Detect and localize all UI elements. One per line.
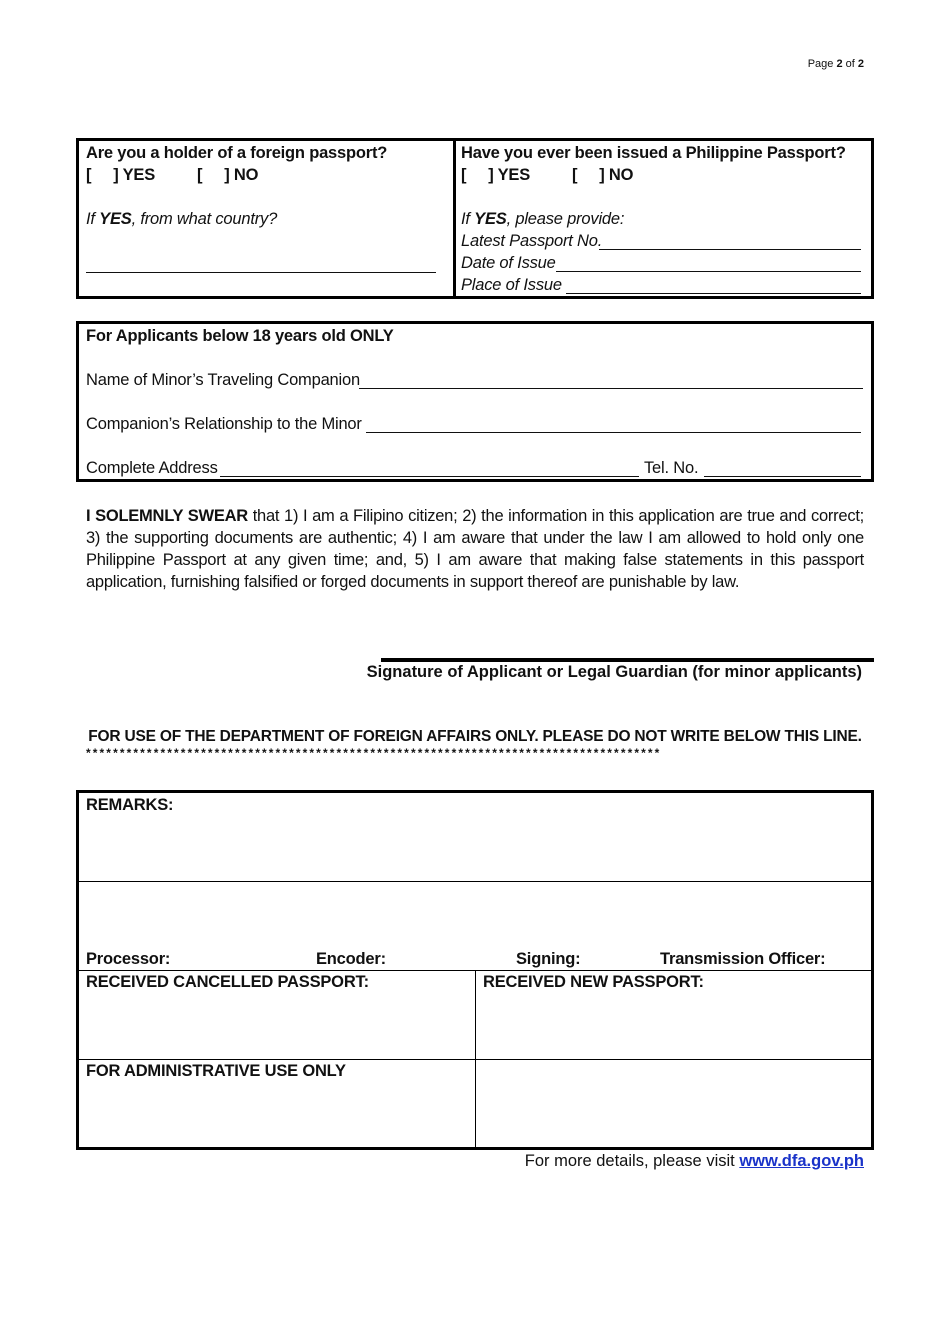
foreign-country-prompt	[86, 210, 277, 229]
if-suffix: , from what country?	[131, 210, 278, 228]
oath-statement	[86, 505, 864, 593]
foreign-passport-no-checkbox[interactable]: [ ] NO	[197, 166, 259, 184]
signing-label: Signing:	[516, 950, 581, 968]
companion-name-field[interactable]	[359, 388, 863, 389]
dfa-notice: FOR USE OF THE DEPARTMENT OF FOREIGN AFFAIRS ONLY. PLEASE DO NOT WRITE BELOW THIS LINE.	[88, 728, 862, 745]
page-current: 2	[836, 58, 843, 70]
remarks-label: REMARKS:	[86, 796, 174, 814]
address-label: Complete Address	[86, 459, 218, 477]
latest-passport-field[interactable]	[599, 249, 861, 250]
relationship-field[interactable]	[366, 432, 861, 433]
if-suffix: , please provide:	[506, 210, 625, 228]
encoder-label: Encoder:	[316, 950, 386, 968]
page-of: of	[842, 58, 858, 70]
transmission-officer-label: Transmission Officer:	[660, 950, 826, 968]
place-of-issue-field[interactable]	[566, 293, 861, 294]
ph-provide-prompt	[461, 210, 624, 229]
place-of-issue-label: Place of Issue	[461, 276, 562, 294]
page-number	[808, 58, 864, 70]
if-prefix: If	[86, 210, 100, 228]
tel-field[interactable]	[704, 476, 861, 477]
page-label: Page	[807, 58, 837, 70]
oath-lead: I SOLEMNLY SWEAR	[86, 507, 248, 525]
dfa-website-link[interactable]: www.dfa.gov.ph	[739, 1152, 864, 1170]
received-divider	[79, 1059, 871, 1060]
footer-note	[525, 1152, 864, 1171]
if-prefix: If	[461, 210, 475, 228]
office-use-box	[76, 790, 874, 1150]
signature-label: Signature of Applicant or Legal Guardian (for minor applicants)	[366, 663, 862, 681]
received-column-divider	[475, 970, 476, 1150]
companion-name-label: Name of Minor’s Traveling Companion	[86, 371, 360, 389]
admin-use-label: FOR ADMINISTRATIVE USE ONLY	[86, 1062, 346, 1080]
if-yes-bold: YES	[474, 210, 507, 228]
footer-text: For more details, please visit	[524, 1152, 740, 1170]
foreign-passport-question: Are you a holder of a foreign passport?	[86, 144, 388, 162]
ph-passport-question: Have you ever been issued a Philippine Passport?	[461, 144, 846, 162]
relationship-label: Companion’s Relationship to the Minor	[86, 415, 362, 433]
passport-questions-box	[76, 138, 874, 299]
minor-section-title: For Applicants below 18 years old ONLY	[86, 327, 394, 345]
latest-passport-label: Latest Passport No.	[461, 232, 603, 250]
ph-passport-no-checkbox[interactable]: [ ] NO	[572, 166, 634, 184]
received-cancelled-label: RECEIVED CANCELLED PASSPORT:	[86, 973, 369, 991]
date-of-issue-field[interactable]	[556, 271, 861, 272]
tel-label: Tel. No.	[644, 459, 699, 477]
address-field[interactable]	[220, 476, 639, 477]
processor-label: Processor:	[86, 950, 171, 968]
received-new-label: RECEIVED NEW PASSPORT:	[483, 973, 704, 991]
minor-applicants-box	[76, 321, 874, 482]
date-of-issue-label: Date of Issue	[461, 254, 556, 272]
foreign-country-field[interactable]	[86, 272, 436, 273]
signature-line[interactable]	[381, 658, 874, 662]
separator-stars: *************************************************************************************	[86, 746, 662, 760]
foreign-passport-yes-checkbox[interactable]: [ ] YES	[86, 166, 156, 184]
ph-passport-yes-checkbox[interactable]: [ ] YES	[461, 166, 531, 184]
oath-text: that 1) I am a Filipino citizen; 2) the information in this application are true and correct; 3) the supporting documents are authentic; 4) I am aware that under the law I am allowed to hold only one Philippine Passport at any given time; and, 5) I am aware that making false statements in this passport application, furnishing falsified or forged documents in support thereof are punishable by law.	[86, 507, 865, 591]
page-total: 2	[857, 58, 864, 70]
remarks-divider	[79, 881, 871, 882]
if-yes-bold: YES	[99, 210, 132, 228]
column-divider	[453, 141, 456, 296]
